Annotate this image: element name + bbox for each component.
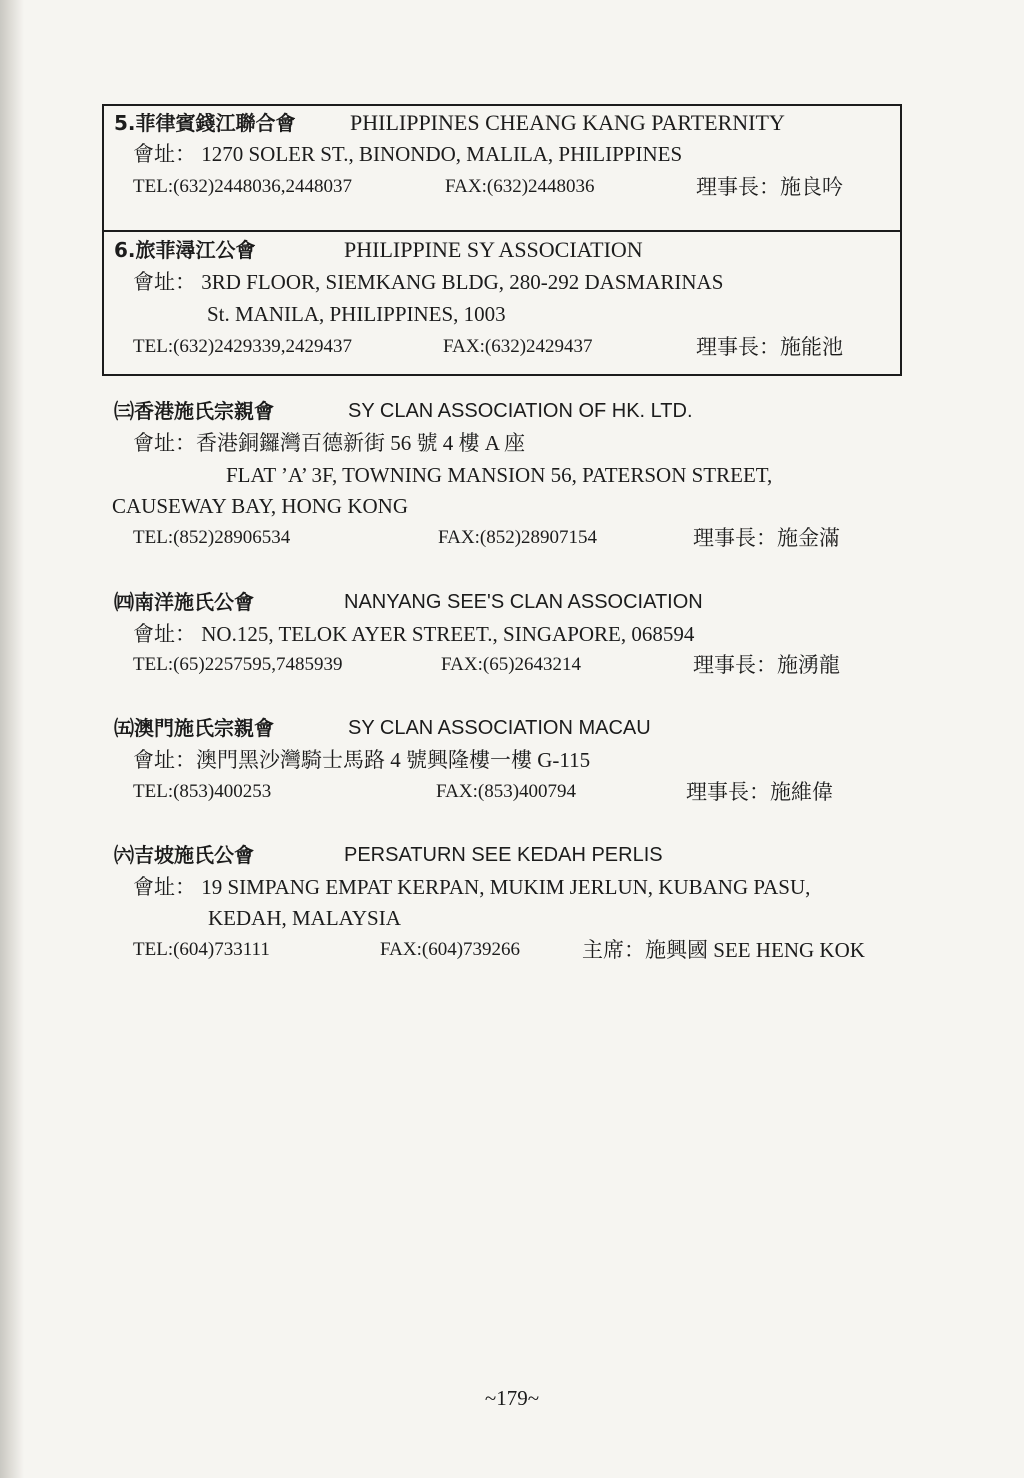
entry-tel: TEL:(852)28906534 [133, 527, 291, 548]
entry-tel: TEL:(604)733111 [133, 939, 270, 960]
entry-heading: ㈤澳門施氏宗親會 [114, 716, 274, 740]
entry-address-line3: CAUSEWAY BAY, HONG KONG [112, 494, 408, 518]
entry-name-en: SY CLAN ASSOCIATION MACAU [348, 717, 651, 739]
entry-heading: ㈢香港施氏宗親會 [114, 399, 274, 423]
entry-address: 會址： 1270 SOLER ST., BINONDO, MALILA, PHILIPPINES [133, 142, 683, 166]
entry-chair: 理事長：施金滿 [693, 526, 840, 550]
entry-address: 會址： 3RD FLOOR, SIEMKANG BLDG, 280-292 DASMARINAS [133, 270, 724, 294]
entry-chair: 理事長：施維偉 [686, 780, 833, 804]
book-spine-shadow [0, 0, 24, 1478]
entry-chair: 理事長：施能池 [696, 335, 843, 359]
entry-chair: 主席：施興國 SEE HENG KOK [582, 938, 865, 962]
entry-heading: ㈥吉坡施氏公會 [114, 843, 254, 867]
entry-fax: FAX:(604)739266 [380, 939, 521, 960]
entry-fax: FAX:(632)2429437 [443, 336, 593, 357]
entry-address-line2: St. MANILA, PHILIPPINES, 1003 [207, 302, 506, 326]
entry-address-line2: FLAT ’A’ 3F, TOWNING MANSION 56, PATERSON STREET, [226, 463, 773, 487]
entry-address: 會址：澳門黑沙灣騎士馬路 4 號興隆樓一樓 G-115 [133, 748, 591, 772]
entry-address-line2: KEDAH, MALAYSIA [208, 906, 401, 930]
entry-chair: 理事長：施湧龍 [693, 653, 840, 677]
entry-name-en: PHILIPPINES CHEANG KANG PARTERNITY [350, 110, 785, 135]
entry-chair: 理事長：施良吟 [696, 175, 843, 199]
box-divider [104, 230, 900, 232]
entry-address: 會址： 19 SIMPANG EMPAT KERPAN, MUKIM JERLUN, KUBANG PASU, [133, 875, 811, 899]
entry-address: 會址： NO.125, TELOK AYER STREET., SINGAPORE, 068594 [133, 622, 695, 646]
entry-heading: 5.菲律賓錢江聯合會 [114, 111, 296, 135]
entry-tel: TEL:(632)2448036,2448037 [133, 176, 353, 197]
entry-name-en: PERSATURN SEE KEDAH PERLIS [344, 844, 663, 866]
entry-tel: TEL:(65)2257595,7485939 [133, 654, 343, 675]
entry-name-en: SY CLAN ASSOCIATION OF HK. LTD. [348, 400, 693, 422]
entry-tel: TEL:(632)2429339,2429437 [133, 336, 353, 357]
entry-name-en: PHILIPPINE SY ASSOCIATION [344, 237, 643, 262]
entry-fax: FAX:(65)2643214 [441, 654, 582, 675]
entry-address: 會址：香港銅鑼灣百德新街 56 號 4 樓 A 座 [133, 431, 526, 455]
entry-heading: 6.旅菲潯江公會 [114, 238, 256, 262]
entry-name-en: NANYANG SEE'S CLAN ASSOCIATION [344, 591, 703, 613]
entry-tel: TEL:(853)400253 [133, 781, 272, 802]
entry-fax: FAX:(853)400794 [436, 781, 577, 802]
entry-heading: ㈣南洋施氏公會 [114, 590, 254, 614]
page-number: ~179~ [484, 1386, 540, 1410]
entry-fax: FAX:(632)2448036 [445, 176, 595, 197]
entry-fax: FAX:(852)28907154 [438, 527, 598, 548]
